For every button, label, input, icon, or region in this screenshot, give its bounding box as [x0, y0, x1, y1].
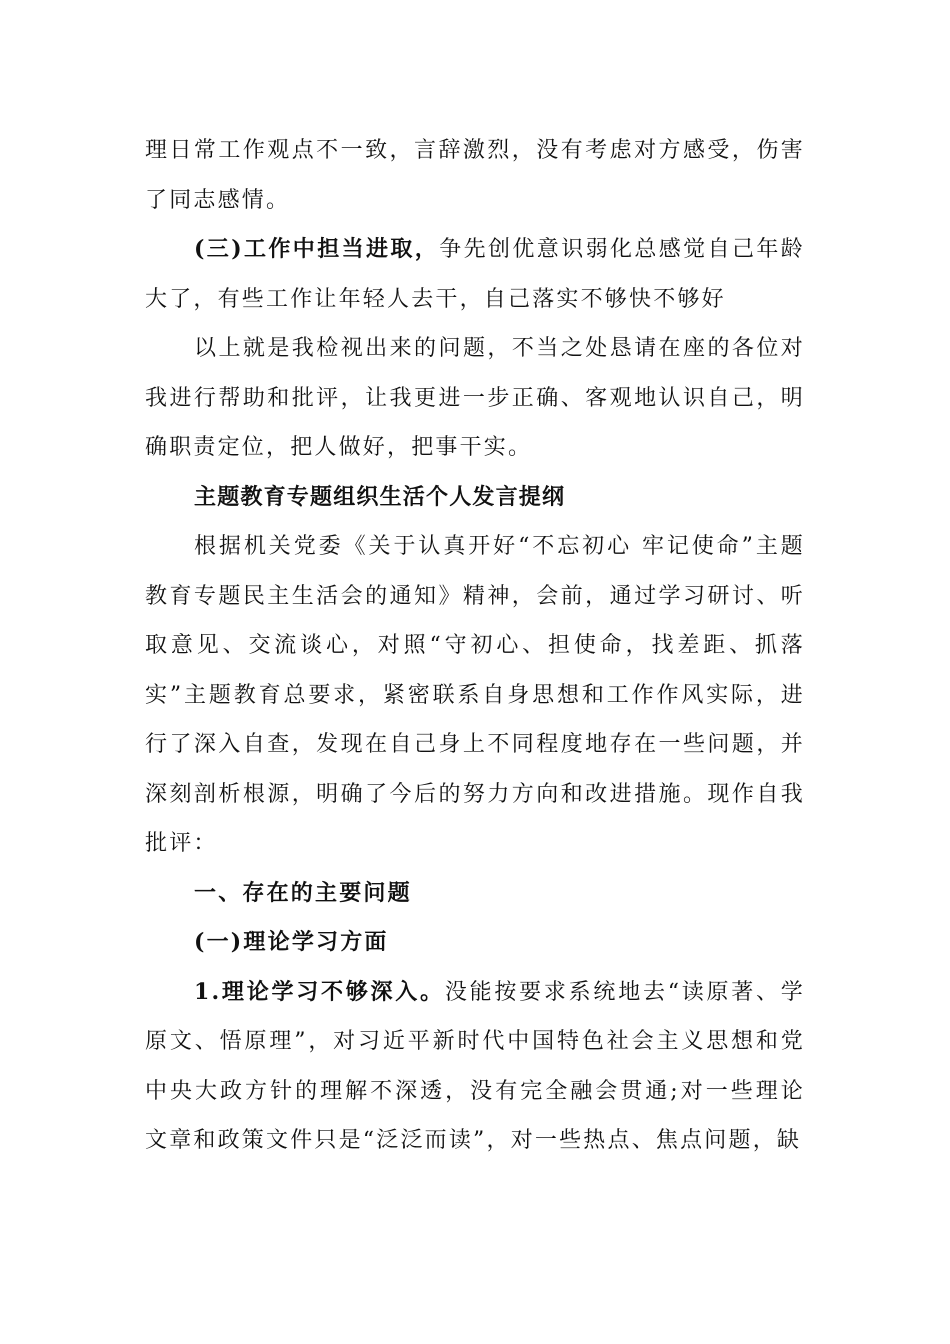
paragraph-intro: 根据机关党委《关于认真开好“不忘初心 牢记使命”主题教育专题民主生活会的通知》精神，会前，通过学习研讨、听取意见、交流谈心，对照“守初心、担使命，找差距、抓落实”主题教育总要求，紧密联系自身思想和工作作风实际，进行了深入自查，发现在自己身上不同程度地存在一些问题，并深刻剖析根源，明确了今后的努力方向和改进措施。现作自我批评：: [145, 534, 805, 856]
section-heading: 一、存在的主要问题: [194, 879, 412, 906]
paragraph-heading: (三)工作中担当进取，: [194, 236, 440, 262]
document-page: [145, 126, 805, 1166]
paragraph-conclusion: 以上就是我检视出来的问题，不当之处恳请在座的各位对我进行帮助和批评，让我更进一步正确、客观地认识自己，明确职责定位，把人做好，把事干实。: [145, 336, 805, 460]
paragraph-work-initiative: [145, 225, 805, 324]
paragraph-theory-study: [145, 968, 805, 1166]
paragraph-text: 争先创优意识弱化总感觉自己年龄大了，有些工作让年轻人去干，自己落实不够快不够好: [145, 237, 805, 312]
document-title: 主题教育专题组织生活个人发言提纲: [194, 483, 566, 510]
subsection-heading: (一)理论学习方面: [194, 929, 389, 955]
paragraph-heading: 1.理论学习不够深入。: [194, 978, 445, 1005]
paragraph-text: 没能按要求系统地去“读原著、学原文、悟原理”，对习近平新时代中国特色社会主义思想和党中央大政方针的理解不深透，没有完全融会贯通;对一些理论文章和政策文件只是“泛泛而读”，对一些热点、焦点问题，缺: [145, 979, 805, 1153]
paragraph-continuation: 理日常工作观点不一致，言辞激烈，没有考虑对方感受，伤害了同志感情。: [145, 138, 805, 213]
